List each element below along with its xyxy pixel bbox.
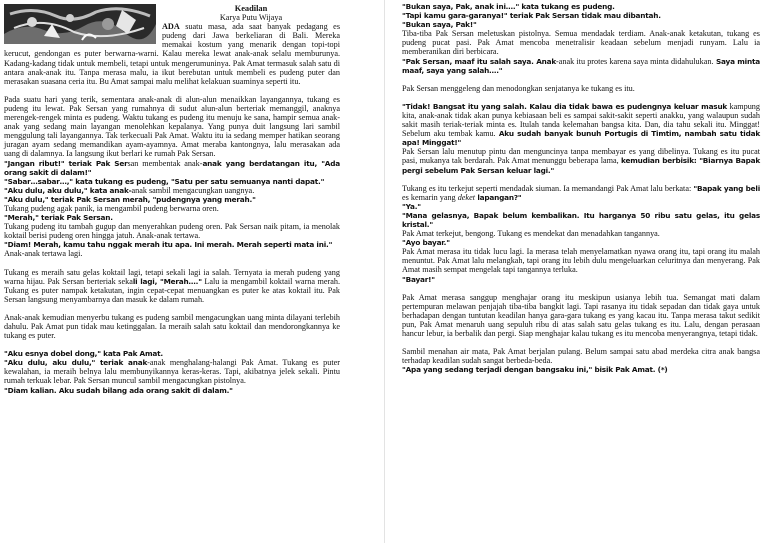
dialogue: "Pak Sersan, maaf itu salah saya. Anak-anak itu protes karena saya minta didahulukan. Saya minta maaf, saya yang salah…."	[402, 56, 760, 75]
paragraph: Anak-anak kemudian menyerbu tukang es pudeng sambil mengacungkan uang minta dilayani terlebih dahulu. Pak Amat pun tidak mau ketinggalan. Ia meraih salah satu koktail dan mendorongkannya ke tukang es puter.	[4, 312, 340, 341]
paragraph: Tukang es meraih satu gelas koktail lagi, tetapi sekali lagi ia salah. Ternyata ia merah pudeng yang warna hijau. Pak Sersan berteriak sekali lagi, "Merah…." Lalu ia mengambil koktail warna merah. Tukang es puter nampak ketakutan, ingin cepat-cepat menuangkan es puter ke atas koktail itu. Pak Sersan langsung menyambarnya dan masuk ke dalam rumah.	[4, 267, 340, 304]
dialogue: "Apa yang sedang terjadi dengan bangsaku ini," bisik Pak Amat. (*)	[402, 365, 668, 375]
dialogue: "Sabar…sabar…," kata tukang es pudeng, "Satu per satu semuanya nanti dapat."	[4, 176, 325, 186]
paragraph: Pada suatu hari yang terik, sementara anak-anak di alun-alun menaikkan layangannya, tukang es pudeng itu lewat. Pak Sersan yang rumahnya di sudut alun-alun berteriak memanggil, anaknya merengek-rengek minta es pudeng. Waktu tukang es pudeng itu menuju ke sana, hampir semua anak-anak yang sedang main layangan menolehkan kepalanya. Yang punya duit langsung lari sambil menggulung tali layangannya. Tak terkecuali Pak Amat. Waktu itu ia sedang memper hatikan seorang juragan ayam sedang memandikan ayam-ayamnya. Amat meraba kantongnya, lalu merasakan ada uang di dalamnya. Ia langsung ikut berlari ke rumah Pak Sersan.	[4, 94, 340, 159]
dialogue: "Bayar!"	[402, 274, 435, 284]
dialogue: "Aku esnya dobel dong," kata Pak Amat.	[4, 349, 163, 359]
paragraph: Tiba-tiba Pak Sersan meletuskan pistolnya. Semua mendadak terdiam. Anak-anak ketakutan, tukang es pudeng pucat pasi. Pak Amat mencoba menetralisir keadaan sebelum menjadi runyam. Lalu ia memberanikan diri berbicara.	[402, 29, 760, 57]
paragraph: Pak Amat terkejut, bengong. Tukang es mendekat dan menadahkan tangannya.	[402, 229, 660, 239]
paragraph: Tukang pudeng itu tambah gugup dan menyerahkan pudeng oren. Pak Sersan naik pitam, ia menolak koktail berisi pudeng oren hingga jatuh. Anak-anak tertawa.	[4, 222, 340, 241]
paragraph: Sambil menahan air mata, Pak Amat berjalan pulang. Belum sampai satu abad merdeka citra anak bangsa terhadap keadilan sudah sangat berbeda-beda.	[402, 347, 760, 366]
paragraph: Pak Sersan menggeleng dan menodongkan senjatanya ke tukang es itu.	[402, 83, 635, 93]
woodcut-illustration-icon	[4, 4, 156, 44]
dialogue: "Bukan saya, Pak!"	[402, 20, 477, 30]
intro-paragraph: ADA suatu masa, ada saat banyak pedagang es pudeng dari Jawa berkeliaran di Bali. Mereka memakai kostum yang menarik dengan topi-topi kerucut, gendongan es puter berwarna-warni. Kalau mereka lewat anak-anak selalu memburunya. Kadang-kadang tidak untuk membeli, tetapi untuk mengerumuninya. Pak Amat termasuk salah satu di antara anak-anak itu. Tanpa merasa malu, ia ikut berebutan untuk membeli es pudeng puter dan merasakan suasana ceria itu. Bu Amat sampai malu melihat kelakuan suaminya seperti itu.	[4, 22, 340, 86]
dialogue: "Jangan ribut!" teriak Pak Sersan membentak anak-anak yang berdatangan itu, "Ada orang sakit di dalam!"	[4, 158, 340, 177]
dialogue: "Aku dulu, aku dulu," kata anak-anak sambil mengacungkan uangnya.	[4, 185, 255, 195]
dialogue: "Bukan saya, Pak, anak ini…." kata tukang es pudeng.	[402, 2, 615, 11]
dialogue: "Aku dulu, aku dulu," teriak anak-anak menghalang-halangi Pak Amat. Tukang es puter kewalahan, ia meraih belnya lalu membunyikannya keras-keras. Tapi, akibatnya jelek sekali. Pintu rumah terkuak lebar. Pak Sersan muncul sambil mengacungkan pistolnya.	[4, 358, 340, 386]
dialogue: "Tapi kamu gara-garanya!" teriak Pak Sersan tidak mau dibantah.	[402, 11, 661, 21]
dialogue: "Diam! Merah, kamu tahu nggak merah itu apa. Ini merah. Merah seperti mata ini."	[4, 240, 333, 250]
paragraph: Pak Amat merasa sanggup menghajar orang itu meskipun usianya lebih tua. Semangat mati dalam pertempuran melawan penjajah tiba-tiba bangkit lagi. Tapi rasanya itu tidak sepadan dan tidak gaya untuk berhadapan dengan tuntutan keadilan hanya gara-gara tukang es yang kacau itu. Tanpa merasa takut sedikit pun, Pak Amat menaruh uang sepuluh ribu di atas salah satu gelas tukang es itu. Lalu, dengan perasaan hancur lebur, ia berbalik dan pergi. Siap menghajar kalau tukang es itu mencoba menyerangnya, tetapi tidak.	[402, 292, 760, 338]
paragraph: Anak-anak tertawa lagi.	[4, 249, 83, 259]
paragraph: Tukang pudeng agak panik, ia mengambil pudeng berwarna oren.	[4, 203, 219, 213]
dialogue: "Ya."	[402, 201, 421, 211]
story-author: Karya Putu Wijaya	[219, 13, 283, 23]
paragraph: Tukang es itu terkejut seperti mendadak siuman. Ia memandangi Pak Amat lalu berkata: "Bapak yang beli es kemarin yang deket lapangan?"	[402, 183, 761, 202]
dialogue: "Mana gelasnya, Bapak belum kembalikan. Itu harganya 50 ribu satu gelas, itu gelas kristal."	[402, 210, 760, 229]
dialogue: "Ayo bayar."	[402, 238, 450, 248]
paragraph: Pak Sersan lalu menutup pintu dan menguncinya tanpa membayar es yang dibelinya. Tukang es itu pucat pasi, mukanya tak berdarah. Pak Amat menunggu beberapa lama, kemudian berbisik: "Biarnya Bapak pergi sebelum Pak Sersan keluar lagi."	[402, 147, 760, 175]
dialogue: "Tidak! Bangsat itu yang salah. Kalau dia tidak bawa es pudengnya keluar masuk kampung kita, anak-anak tidak akan punya kebiasaan beli es sampai sakit-sakit seperti anakku, yang walaupun sudah sakit masih teriak-teriak minta es. Itulah tanda kelemahan bangsa kita. Dan, dia tahu sekali itu. Minggat! Sebelum aku tembak kamu. Aku sudah banyak bunuh Portugis di Timtim, nambah satu tidak apa! Minggat!"	[402, 101, 760, 148]
paragraph: Pak Amat merasa itu tidak lucu lagi. Ia merasa telah menyelamatkan nyawa orang itu, tapi orang itu malah menuntut. Pak Amat lalu melangkah, tapi orang itu lebih dulu mengeluarkan celuritnya dan menyerang. Pak Amat masih sempat mengelak tapi tangannya terluka.	[402, 247, 760, 275]
dialogue: "Merah," teriak Pak Sersan.	[4, 213, 113, 223]
intro-lead: ADA	[162, 22, 180, 32]
dialogue: "Aku dulu," teriak Pak Sersan merah, "pudengnya yang merah."	[4, 194, 256, 204]
right-column	[384, 0, 768, 543]
dialogue: "Diam kalian. Aku sudah bilang ada orang sakit di dalam."	[4, 385, 233, 395]
story-title: Keadilan	[234, 4, 268, 13]
